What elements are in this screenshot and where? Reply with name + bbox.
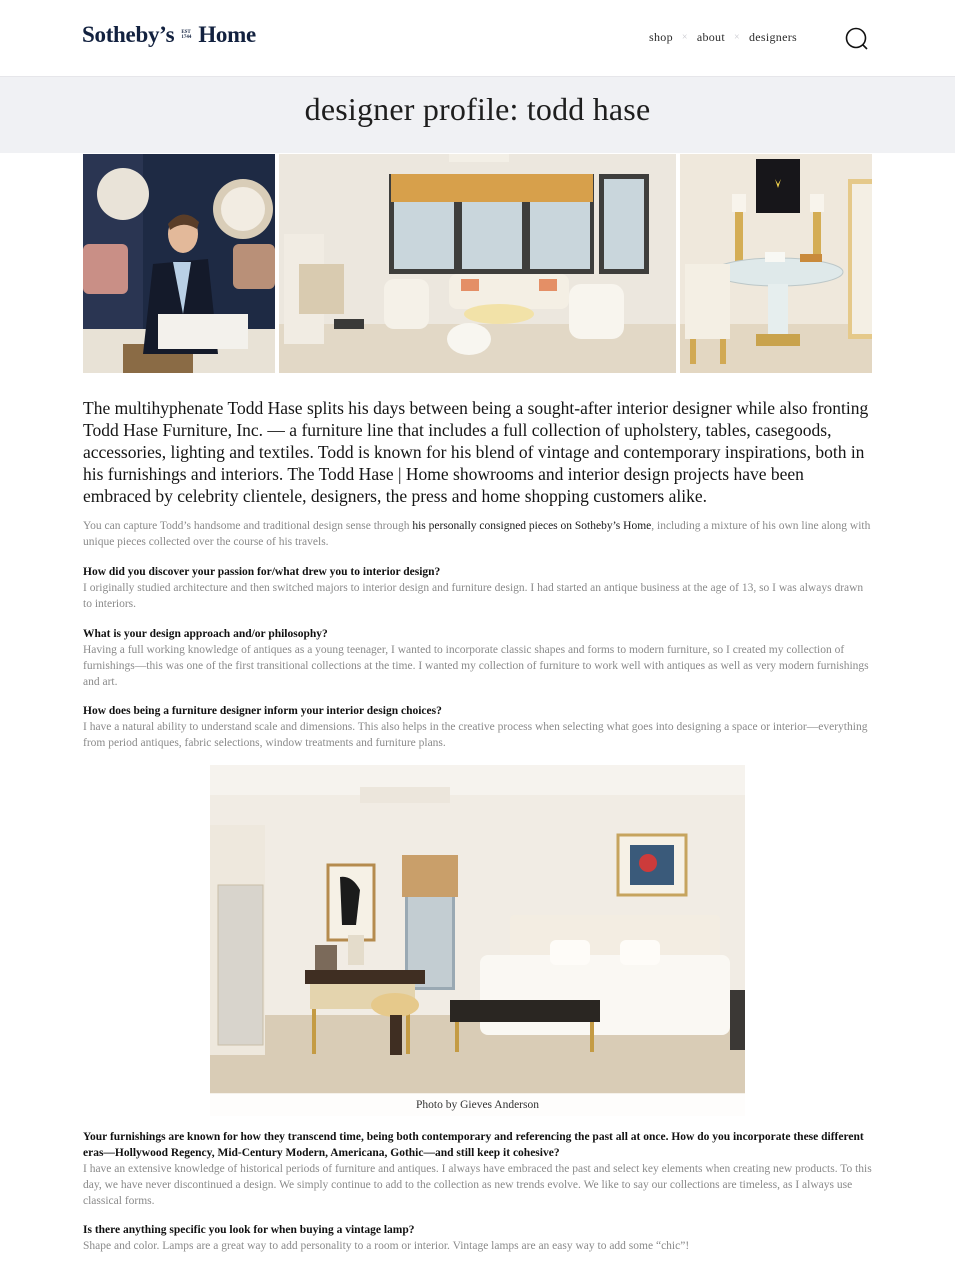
nav-designers[interactable]: designers [748,30,797,44]
answer-paragraph: I originally studied architecture and then switched majors to interior design and furniture design. I had started an antique business at the age of 13, so I was always drawn to interiors. [83,582,864,610]
answer-paragraph: Having a full working knowledge of antiques as a young teenager, I wanted to incorporate classic shapes and forms to modern furniture, so I created my collection of furnishings—this was one of the first transitional collections at the time. I wanted my collection of furniture to work well with antiques as well as very modern furnishings and art. [83,644,869,688]
nav-shop[interactable]: shop [649,30,673,44]
main-nav [649,30,797,45]
living-room-photo [279,154,676,373]
nav-separator: × [681,32,688,43]
brand-logo[interactable] [82,22,256,48]
question-heading: Is there anything specific you look for when buying a vintage lamp? [83,1224,415,1236]
photo-caption: Photo by Gieves Anderson [210,1094,745,1116]
brand-est-mark: EST 1744 [181,30,192,40]
nav-about[interactable]: about [696,30,725,44]
brand-name-left: Sotheby’s [82,22,175,47]
question-heading: What is your design approach and/or philosophy? [83,628,328,640]
nav-separator: × [734,32,740,43]
question-heading: Your furnishings are known for how they transcend time, being both contemporary and referencing the past all at once. How do you incorporate these different eras—Hollywood Regency, Mid-Century Modern, Americana, Gothic—and still keep it cohesive? [83,1131,864,1159]
intro-paragraph: The multihyphenate Todd Hase splits his days between being a sought-after interior designer while also fronting Todd Hase Furniture, Inc. — a furniture line that includes a full collection of upholstery, tables, casegoods, accessories, lighting and textiles. Todd is known for his blend of vintage and contemporary inspirations, both in his furnishings and interiors. The Todd Hase | Home showrooms and interior design projects have been embraced by celebrity clientele, designers, the press and home shopping customers alike. [83,398,869,506]
brand-name-right: Home [198,22,256,47]
consigned-pieces-link[interactable]: his personally consigned pieces on Sotheby’s Home [412,520,652,532]
answer-paragraph: Shape and color. Lamps are a great way to add personality to a room or interior. Vintage lamps are an easy way to add some “chic”! [83,1240,690,1252]
bedroom-photo [210,765,745,1116]
page-title: designer profile: todd hase [304,91,651,127]
answer-paragraph: I have an extensive knowledge of historical periods of furniture and antiques. I always have embraced the past and select key elements when creating new products. To this day, we have never discontinued a design. We simply continue to add to the collection as new trends evolve. We like to say our collections are timeless, as I always use classical forms. [83,1163,872,1207]
designer-portrait-photo [83,154,275,373]
search-button[interactable] [845,27,869,51]
dining-room-photo [680,154,872,373]
search-icon [845,27,869,51]
lead-paragraph: You can capture Todd’s handsome and traditional design sense through his personally consigned pieces on Sotheby’s Home, including a mixture of his own line along with unique pieces collected over the course of his travels. [83,520,871,548]
answer-paragraph: I have a natural ability to understand scale and dimensions. This also helps in the creative process when selecting what goes into designing a space or interior—everything from period antiques, fabric selections, window treatments and furniture plans. [83,721,868,749]
question-heading: How did you discover your passion for/what drew you to interior design? [83,566,441,578]
question-heading: How does being a furniture designer inform your interior design choices? [83,705,442,717]
site-header [0,0,955,77]
